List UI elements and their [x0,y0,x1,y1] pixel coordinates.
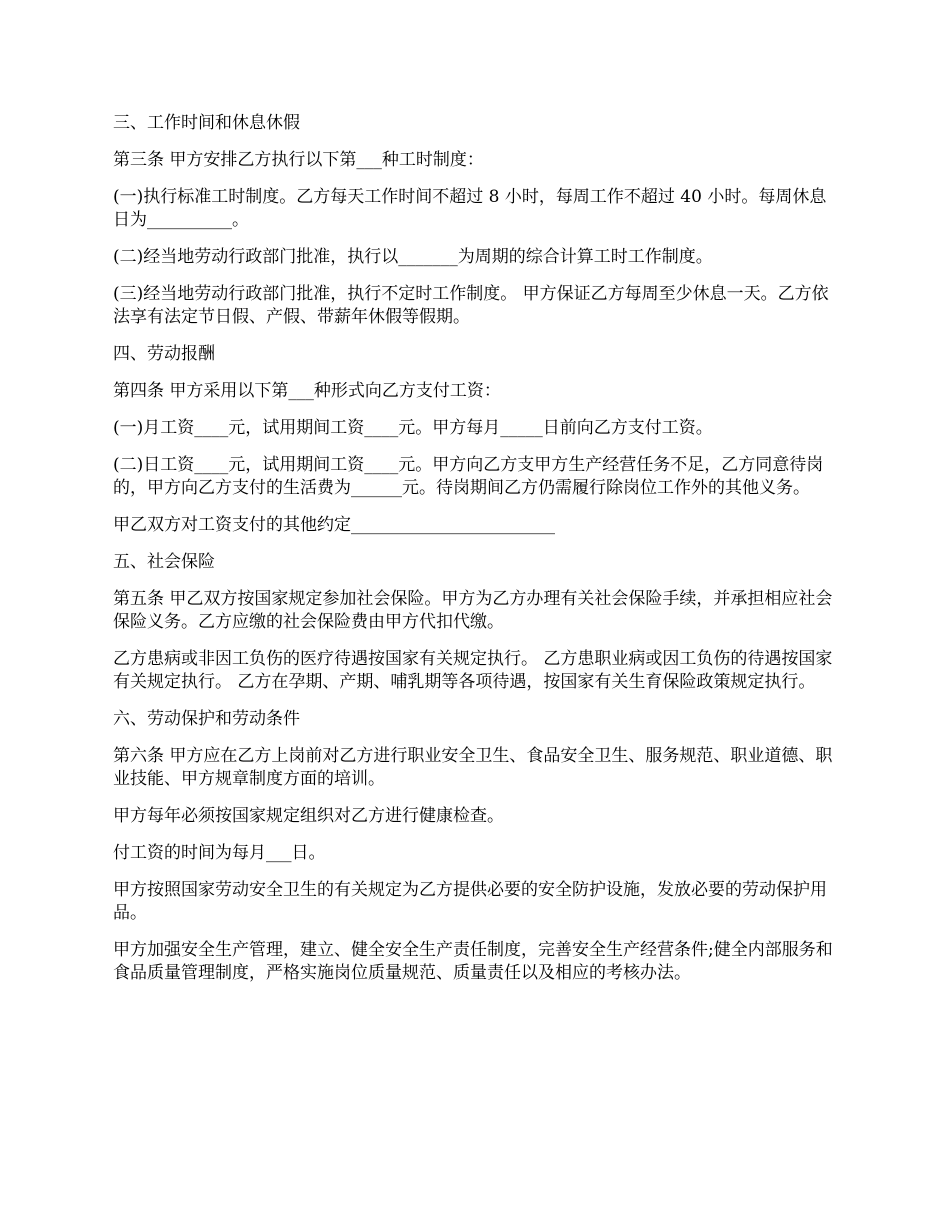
article-5: 第五条 甲乙双方按国家规定参加社会保险。甲方为乙方办理有关社会保险手续，并承担相应社会保险义务。乙方应缴的社会保险费由甲方代扣代缴。 [113,589,833,632]
article-3-item-2: (二)经当地劳动行政部门批准，执行以_______为周期的综合计算工时工作制度。 [113,247,713,267]
article-5-medical: 乙方患病或非因工负伤的医疗待遇按国家有关规定执行。 乙方患职业病或因工负伤的待遇按国家有关规定执行。 乙方在孕期、产期、哺乳期等各项待遇，按国家有关生育保险政策规定执行。 [113,649,833,692]
section-heading-work-time: 三、工作时间和休息休假 [113,113,300,133]
article-6-health-check: 甲方每年必须按国家规定组织对乙方进行健康检查。 [113,806,504,826]
document-body [113,112,840,999]
article-6-safety-management: 甲方加强安全生产管理，建立、健全安全生产责任制度，完善安全生产经营条件;健全内部服务和食品质量管理制度，严格实施岗位质量规范、质量责任以及相应的考核办法。 [113,940,833,983]
article-3-item-1: (一)执行标准工时制度。乙方每天工作时间不超过 8 小时，每周工作不超过 40 小时。每周休息日为__________。 [113,187,827,230]
article-4-item-1: (一)月工资____元，试用期间工资____元。甲方每月_____日前向乙方支付工资。 [113,418,713,438]
wage-other-agreement: 甲乙双方对工资支付的其他约定________________________ [113,515,555,535]
article-4: 第四条 甲方采用以下第___种形式向乙方支付工资： [113,381,501,401]
article-6: 第六条 甲方应在乙方上岗前对乙方进行职业安全卫生、食品安全卫生、服务规范、职业道德、职业技能、甲方规章制度方面的培训。 [113,746,833,789]
article-4-item-2: (二)日工资____元，试用期间工资____元。甲方向乙方支甲方生产经营任务不足，乙方同意待岗的，甲方向乙方支付的生活费为______元。待岗期间乙方仍需履行除岗位工作外的其他义务。 [113,455,824,498]
section-heading-labor-protection: 六、劳动保护和劳动条件 [113,709,300,729]
section-heading-social-insurance: 五、社会保险 [113,552,215,572]
article-3-item-3: (三)经当地劳动行政部门批准，执行不定时工作制度。 甲方保证乙方每周至少休息一天。乙方依法享有法定节日假、产假、带薪年休假等假期。 [113,284,829,327]
section-heading-remuneration: 四、劳动报酬 [113,344,215,364]
article-6-protective-equipment: 甲方按照国家劳动安全卫生的有关规定为乙方提供必要的安全防护设施，发放必要的劳动保护用品。 [113,880,827,923]
article-3: 第三条 甲方安排乙方执行以下第___种工时制度： [113,150,484,170]
article-6-pay-date: 付工资的时间为每月___日。 [113,843,326,863]
